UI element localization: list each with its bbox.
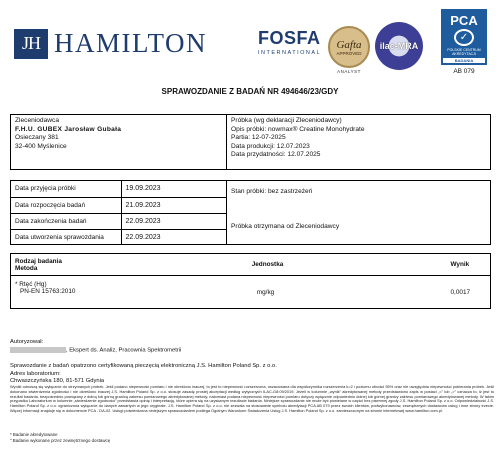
sample-expiry-date: Data przydatności: 12.07.2025 [231, 151, 321, 158]
result-unit: mg/kg [256, 289, 275, 296]
table-row [11, 229, 227, 245]
authorized-line [10, 347, 181, 355]
authorized-role: , Ekspert ds. Analiz, Pracownia Spektrometrii [66, 347, 182, 354]
hamilton-logo-mark: JH [14, 29, 48, 59]
pca-badania-label: BADANIA [443, 58, 485, 63]
date-label: Data utworzenia sprawozdania [11, 229, 121, 245]
result-method: PN-EN 15763:2010 [20, 288, 76, 295]
sample-production-date: Data produkcji: 12.07.2023 [231, 142, 310, 150]
pca-logo [441, 9, 487, 65]
results-header-result: Wynik [331, 254, 491, 276]
date-value: 21.09.2023 [121, 197, 227, 213]
sample-heading: Próbka (wg deklaracji Zleceniodawcy) [231, 117, 342, 124]
hamilton-logo [14, 28, 207, 59]
table-row [11, 197, 227, 213]
table-row [11, 181, 227, 197]
client-sample-box [10, 114, 491, 170]
pca-logo-subtext: POLSKIE CENTRUM AKREDYTACJI [447, 48, 481, 56]
header-test-type: Rodzaj badania [15, 257, 62, 265]
table-row [11, 276, 491, 309]
fosfa-logo [258, 28, 324, 56]
electronic-seal-note: Sprawozdanie z badań opatrzono certyfikowaną pieczęcią elektroniczną J.S. Hamilton Poland Sp. z o.o. [10, 363, 277, 369]
redacted-name [10, 347, 66, 353]
pca-check-icon: ✓ [454, 29, 474, 46]
dates-table [11, 181, 227, 245]
client-city: 32-400 Myślenice [15, 142, 67, 150]
legal-disclaimer: Wyniki odnoszą się wyłącznie do otrzymanych próbek. Jeśli podano niepewność pomiaru i nie określono inaczej, to jest to niepewność rozszerzona, oszacowana dla współczynnika rozszerzenia k=2 i poziomu ufności 95% oraz nie uwzględnia niepewności pobierania próbek. Jeśli dokonano stwierdzenia zgodności i nie określono inaczej J.S. Hamilton Poland Sp. z o.o. stosuje zasadę prostej akceptacji według wytycznych ILAC-G8:09/2019. Jeżeli w kolumnie „wynik” akredytowanej metody przedstawiono zapis w postaci „<” lub „>” oznacza to, iż jest to rezultat badania, bezpośrednio powiązany z dolną lub górną granicą zakresu pomiarowego akredytowanej metody, natomiast podana niepewność niepewności pomiaru dotyczy wyłącznie odpowiednio dolnej lub górnej granicy zakresu pomiarowego akredytowanej metody. W takim przypadku Laboratorium w kolumnie „stwierdzenie zgodności” przedstawia opinię i interpretację, które opiera się na uzyskanym rezultacie badania. Niniejsze sprawozdanie nie może być powielane w części bez pisemnej zgody J.S. Hamilton Poland Sp. z o.o. Odpowiedzialność J.S. Hamilton Poland Sp. z o.o. ograniczona wyłącznie do danych zawartych w jego oryginale. J.S. Hamilton Poland Sp. z o.o. nie zezwala na stosowanie symbolu akredytacji PCA AB 079 przez swoich klientów, podwykonawców, zewnętrznych dostawców usług i inne strony trzecie. Więcej informacji znajduje się w dokumencie PCA - DA-02. Usługi potwierdzona niniejszym sprawozdaniem podlega Ogólnym Warunkom Świadczenia Usług J.S. Hamilton Poland Sp. z o.o. zamieszczonym na stronie internetowej www.hamilton.com.pl. [10, 384, 494, 413]
lab-address-label: Adres laboratorium: [10, 371, 61, 377]
ilac-mra-logo [375, 22, 423, 70]
fosfa-logo-text: FOSFA [258, 28, 321, 48]
client-section [11, 115, 227, 169]
results-header-test [11, 254, 201, 276]
gafta-analyst-label: ANALYST [337, 69, 361, 74]
client-street: Osieczany 381 [15, 134, 59, 141]
gafta-logo-text: Gafta [336, 38, 362, 51]
date-value: 22.09.2023 [125, 234, 161, 242]
result-value: 0,0017 [450, 289, 471, 296]
sample-state: Stan próbki: bez zastrzeżeń [231, 188, 313, 195]
ilac-logo-text: ilac-MRA [379, 41, 419, 51]
note-outsourced: " Badanie wykonane przez zewnętrznego dostawcę [10, 438, 111, 443]
sample-batch: Partia: 12-07-2025 [231, 134, 286, 141]
date-value: 22.09.2023 [121, 213, 227, 229]
note-accredited: * Badanie akredytowane [10, 432, 58, 437]
client-heading: Zleceniodawca [15, 117, 59, 124]
gafta-logo-subtext: APPROVED [336, 50, 362, 56]
result-test-cell [11, 276, 201, 309]
report-title: SPRAWOZDANIE Z BADAŃ NR 494646/23/GDY [161, 87, 339, 96]
table-row [11, 213, 227, 229]
pca-logo-text: PCA [450, 13, 478, 28]
sample-status-section [227, 181, 490, 244]
hamilton-logo-text: HAMILTON [54, 28, 208, 58]
lab-address: Chwaszczyńska 180, 81-571 Gdynia [10, 378, 105, 384]
results-header-unit: Jednostka [201, 254, 331, 276]
results-header-row [11, 254, 491, 276]
sample-source: Próbka otrzymana od Zleceniodawcy [231, 223, 340, 230]
date-value: 19.09.2023 [121, 181, 227, 197]
sample-section [227, 115, 490, 169]
header-method: Metoda [15, 264, 38, 272]
sample-description: Opis próbki: nowmax® Creatine Monohydrate [231, 125, 365, 133]
dates-box [10, 180, 491, 245]
accreditation-number: AB 079 [453, 68, 475, 75]
date-label: Data rozpoczęcia badań [11, 197, 121, 213]
date-label: Data przyjęcia próbki [11, 181, 121, 197]
fosfa-logo-subtext: INTERNATIONAL [258, 50, 322, 56]
client-name: F.H.U. GUBEX Jarosław Gubała [15, 125, 122, 133]
date-label: Data zakończenia badań [11, 213, 121, 229]
authorized-label: Autoryzował: [10, 339, 44, 345]
gafta-logo [328, 26, 370, 68]
results-table [10, 253, 491, 309]
result-test-name: * Rtęć (Hg) [15, 281, 47, 288]
